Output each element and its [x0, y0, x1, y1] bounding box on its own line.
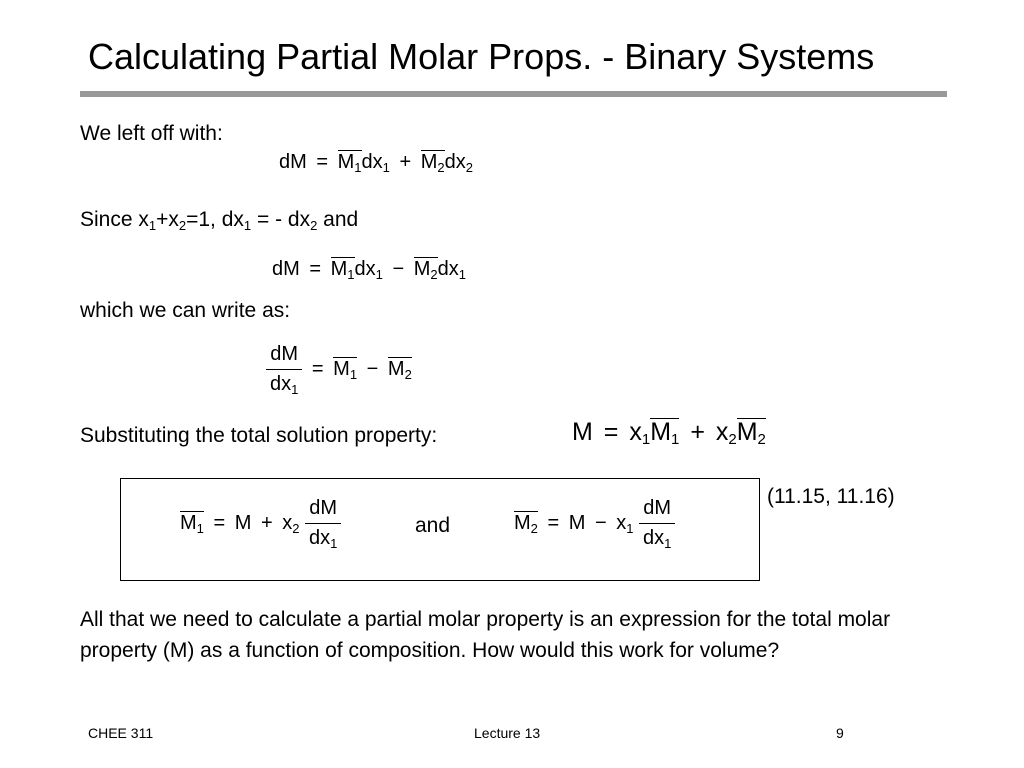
footer-lecture: Lecture 13: [474, 725, 541, 741]
eq1-term1-dx: dx: [361, 151, 383, 173]
eq2-equals: =: [309, 258, 322, 280]
equation-1: [279, 150, 473, 174]
eq3-numerator: dM: [270, 343, 299, 365]
footer-course: CHEE 311: [88, 725, 154, 741]
box-right-m2-symbol: $M_2$: [514, 511, 538, 536]
box-left-M: M: [234, 511, 252, 534]
eq4-x2: x: [715, 418, 729, 446]
eq2-term2-dx-sub: 1: [458, 267, 466, 282]
box-right-x-sub: 1: [626, 520, 634, 536]
eq3-denominator: $dx_1$: [266, 369, 302, 396]
eq1-lhs: dM: [279, 151, 307, 173]
equation-reference: (11.15, 11.16): [767, 485, 895, 508]
since-text: Since $x_1+x_2=1$, $dx_1$ = - $dx_2$ and: [80, 208, 359, 233]
eq3-term1-symbol: $M_1$: [333, 357, 358, 382]
box-and-text: and: [415, 514, 451, 537]
eq1-equals: =: [316, 151, 329, 173]
eq2-term1-dx: dx: [354, 258, 376, 280]
box-right-M: M: [568, 511, 586, 534]
box-left-equals: =: [213, 511, 226, 534]
eq2-term2-symbol: $M_2$: [413, 258, 438, 282]
eq1-term2-dx: dx: [444, 151, 466, 173]
eq1-term1-symbol: $M_1$: [337, 151, 362, 175]
eq2-term1-dx-sub: 1: [375, 267, 383, 282]
eq4-x2-sub: 2: [728, 431, 737, 448]
eq1-term2-dx-sub: 2: [465, 160, 473, 175]
title-divider: [80, 91, 947, 97]
box-right-numerator: dM: [643, 497, 672, 519]
eq3-minus: −: [366, 357, 379, 380]
eq3-equals: =: [311, 357, 324, 380]
eq4-m2-symbol: $M_2$: [736, 418, 766, 448]
slide-title: Calculating Partial Molar Props. - Binary Systems: [88, 36, 875, 77]
box-equation-right: [514, 497, 675, 550]
eq2-lhs: dM: [272, 258, 300, 280]
box-left-numerator: dM: [309, 497, 338, 519]
eq3-fraction: [266, 343, 302, 396]
eq1-plus: +: [399, 151, 412, 173]
eq2-minus: −: [392, 258, 405, 280]
substituting-text: Substituting the total solution property:: [80, 424, 438, 447]
box-left-x: x: [282, 511, 293, 534]
eq4-x1: x: [629, 418, 642, 446]
equation-4: [572, 418, 766, 447]
equation-2: [272, 257, 466, 281]
box-left-denominator: $dx_1$: [305, 523, 341, 550]
box-right-x: x: [616, 511, 627, 534]
footer-page-number: 9: [836, 725, 844, 741]
equation-3: [266, 343, 412, 396]
eq4-m1-symbol: $M_1$: [650, 418, 680, 448]
eq2-term1-symbol: $M_1$: [330, 258, 355, 282]
eq4-equals: =: [603, 418, 619, 446]
eq2-term2-dx: dx: [437, 258, 459, 280]
write-as-text: which we can write as:: [80, 299, 291, 322]
box-left-x-sub: 2: [292, 520, 300, 536]
intro-text: We left off with:: [80, 122, 223, 145]
eq1-term1-dx-sub: 1: [382, 160, 390, 175]
eq4-plus: +: [690, 418, 705, 446]
box-right-minus: −: [594, 511, 607, 534]
box-equation-left: [180, 497, 341, 550]
eq4-x1-sub: 1: [641, 431, 651, 448]
box-left-fraction: [305, 497, 341, 550]
box-right-equals: =: [547, 511, 560, 534]
eq1-term2-symbol: $M_2$: [420, 151, 445, 175]
box-right-fraction: [639, 497, 675, 550]
eq3-term2-symbol: $M_2$: [387, 357, 412, 382]
box-right-denominator: $dx_1$: [639, 523, 675, 550]
box-left-m1-symbol: $M_1$: [180, 511, 204, 536]
box-left-plus: +: [260, 511, 273, 534]
eq4-lhs: M: [572, 418, 593, 446]
conclusion-text: All that we need to calculate a partial molar property is an expression for the total molar property (M) as a function of composition. How would this work for volume?: [80, 608, 891, 662]
